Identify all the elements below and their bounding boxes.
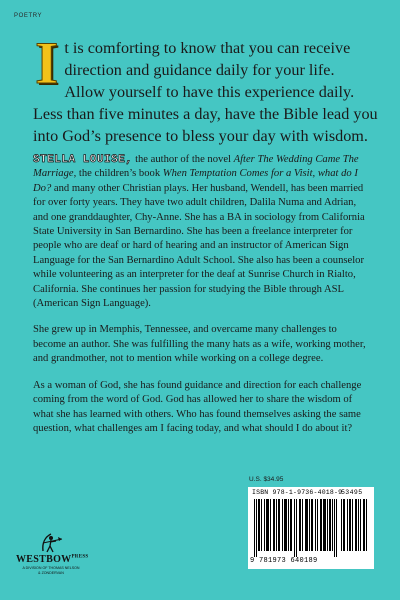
bio-paragraph-1 — [33, 153, 371, 311]
addon-bars — [341, 499, 369, 551]
author-name: STELLA LOUISE, — [33, 154, 133, 166]
barcode — [248, 487, 374, 569]
drop-cap: I — [35, 30, 59, 96]
intro-paragraph — [33, 30, 378, 147]
price-label: U.S. $34.95 — [249, 476, 284, 483]
ean-digits: 9 781973 640189 — [250, 557, 318, 565]
intro-text: t is comforting to know that you can receive direction and guidance daily for your life. Allow yourself to have this experience daily. Less than five minutes a day, have the Bible lead you into God’s presence to bless your day with wisdom. — [33, 39, 378, 145]
bio-text-c: and many other Christian plays. Her husband, Wendell, has been married for over forty years. They have two adult children, Dalila Numa and Adrian, and one granddaughter, Chy-Anne. She has a BA in sociology from California State University in San Bernardino. She has been a freelance interpreter for people who are deaf or hard of hearing and an instructor of American Sign Language for the San Bernardino Adult School. She also has been a counselor while volunteering as an interpreter for the deaf at Sunrise Church in Rialto, California. She continues her passion for studying the Bible through ASL (American Sign Language). — [33, 182, 365, 310]
addon-digits: 53495 — [341, 489, 363, 496]
bio-paragraph-3: As a woman of God, she has found guidance and direction for each challenge coming from the word of God. God has allowed her to share the wisdom of what she has learned with others. Who has found themselves asking the same question, what challenges am I facing today, and what should I do about it? — [33, 379, 362, 434]
publisher-logo — [16, 533, 89, 575]
ean-bars — [254, 499, 338, 557]
bio-text-a: the author of the novel — [132, 154, 234, 165]
category-label: POETRY — [14, 13, 43, 19]
archer-icon — [38, 533, 64, 553]
childrens-book-title: When Temptation Comes for a Visit, what do I Do? — [33, 168, 358, 194]
author-bio — [33, 153, 371, 448]
bio-paragraph-2: She grew up in Memphis, Tennessee, and overcame many challenges to become an author. She was fulfilling the many hats as a wife, working mother, and grandmother, not to mention while working on a college degree. — [33, 324, 366, 365]
bio-text-b: the children’s book — [76, 168, 163, 180]
isbn-text: ISBN 978-1-9736-4018-9 — [252, 489, 343, 496]
novel-title: After The Wedding Came The Marriage, — [33, 154, 359, 180]
publisher-name: $WESTBOW^{PRESS}$ — [16, 554, 89, 565]
publisher-subtitle: A DIVISION OF THOMAS NELSON & ZONDERVAN — [22, 566, 80, 575]
